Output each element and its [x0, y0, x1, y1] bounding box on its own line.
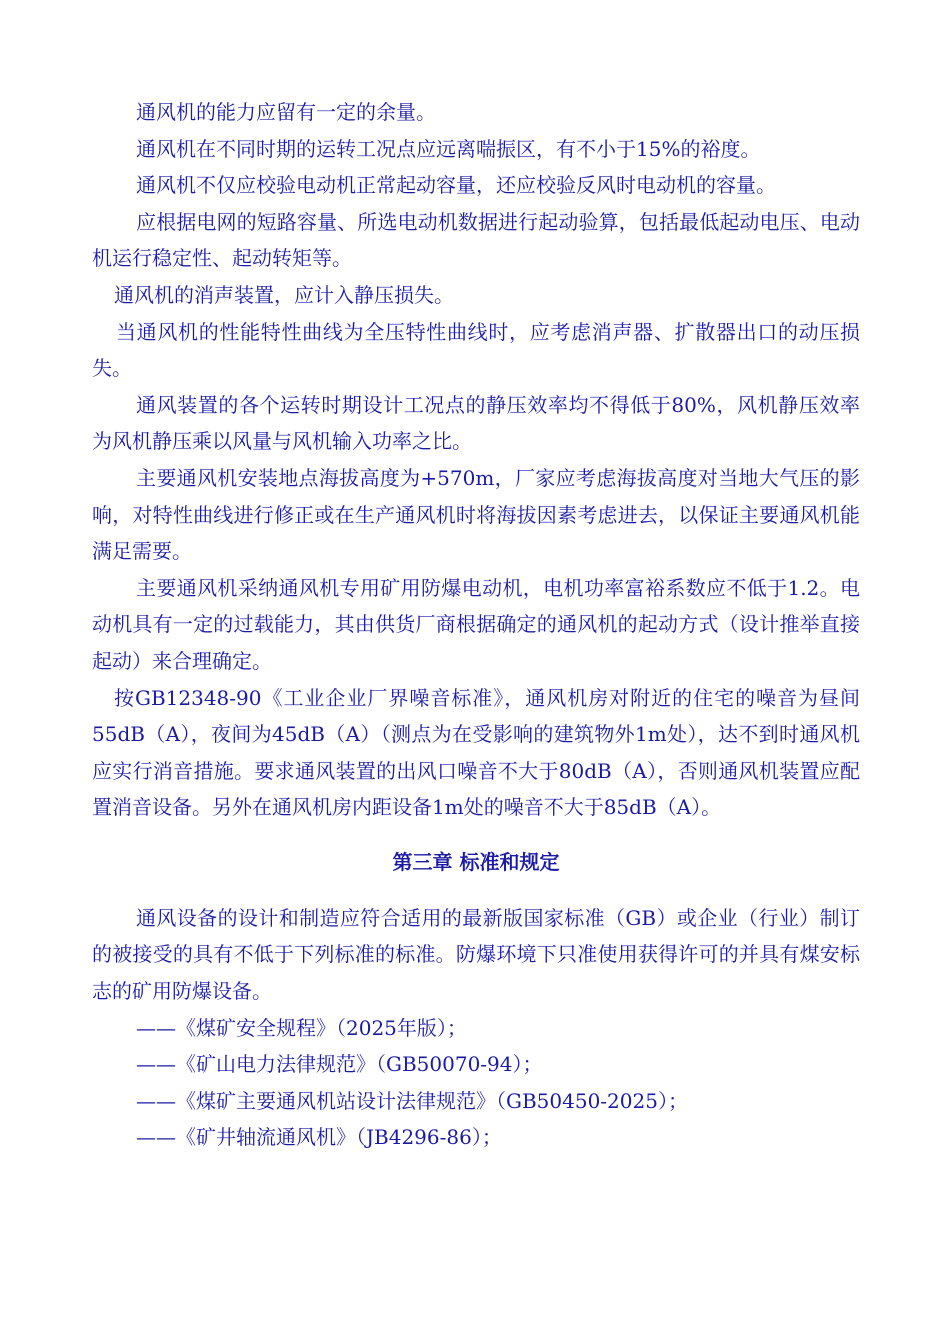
paragraph-surge-zone-margin: 通风机在不同时期的运转工况点应远离喘振区，有不小于15%的裕度。	[136, 136, 761, 161]
paragraph-noise-standard: 按GB12348-90《工业企业厂界噪音标准》，通风机房对附近的住宅的噪音为昼间55dB（A），夜间为45dB（A）（测点为在受影响的建筑物外1m处），达不到时通风机应实行消音措施。要求通风装置的出风口噪音不大于80dB（A），否则通风机装置应配置消音设备。另外在通风机房内距设备1m处的噪音不大于85dB（A）。	[92, 685, 860, 820]
paragraph-static-efficiency: 通风装置的各个运转时期设计工况点的静压效率均不得低于80%，风机静压效率为风机静压乘以风量与风机输入功率之比。	[92, 392, 860, 454]
paragraph-silencer-static-loss: 通风机的消声装置，应计入静压损失。	[114, 282, 454, 307]
list-item: ——《矿山电力法律规范》（GB50070-94）；	[136, 1052, 543, 1077]
paragraph-startup-verification: 应根据电网的短路容量、所选电动机数据进行起动验算，包括最低起动电压、电动机运行稳定性、起动转矩等。	[92, 209, 860, 271]
list-item: ——《矿井轴流通风机》（JB4296-86）；	[136, 1125, 502, 1150]
list-item: ——《煤矿安全规程》（2025年版）；	[136, 1015, 467, 1040]
standards-list	[92, 1010, 860, 1156]
paragraph-chapter-intro: 通风设备的设计和制造应符合适用的最新版国家标准（GB）或企业（行业）制订的被接受的具有不低于下列标准的标准。防爆环境下只准使用获得许可的并具有煤安标志的矿用防爆设备。	[92, 905, 860, 1004]
paragraph-motor-capacity-check: 通风机不仅应校验电动机正常起动容量，还应校验反风时电动机的容量。	[136, 173, 776, 198]
document-page	[92, 94, 860, 1156]
paragraph-altitude-correction: 主要通风机安装地点海拔高度为+570m，厂家应考虑海拔高度对当地大气压的影响，对特性曲线进行修正或在生产通风机时将海拔因素考虑进去，以保证主要通风机能满足需要。	[92, 465, 860, 564]
chapter-heading: 第三章 标准和规定	[392, 849, 560, 874]
paragraph-fan-capacity-margin: 通风机的能力应留有一定的余量。	[136, 100, 436, 124]
paragraph-dynamic-pressure-loss: 当通风机的性能特性曲线为全压特性曲线时，应考虑消声器、扩散器出口的动压损失。	[92, 319, 860, 381]
paragraph-explosion-proof-motor: 主要通风机采纳通风机专用矿用防爆电动机，电机功率富裕系数应不低于1.2。电动机具有一定的过载能力，其由供货厂商根据确定的通风机的起动方式（设计推举直接起动）来合理确定。	[92, 575, 860, 673]
list-item: ——《煤矿主要通风机站设计法律规范》（GB50450-2025）；	[136, 1088, 688, 1113]
